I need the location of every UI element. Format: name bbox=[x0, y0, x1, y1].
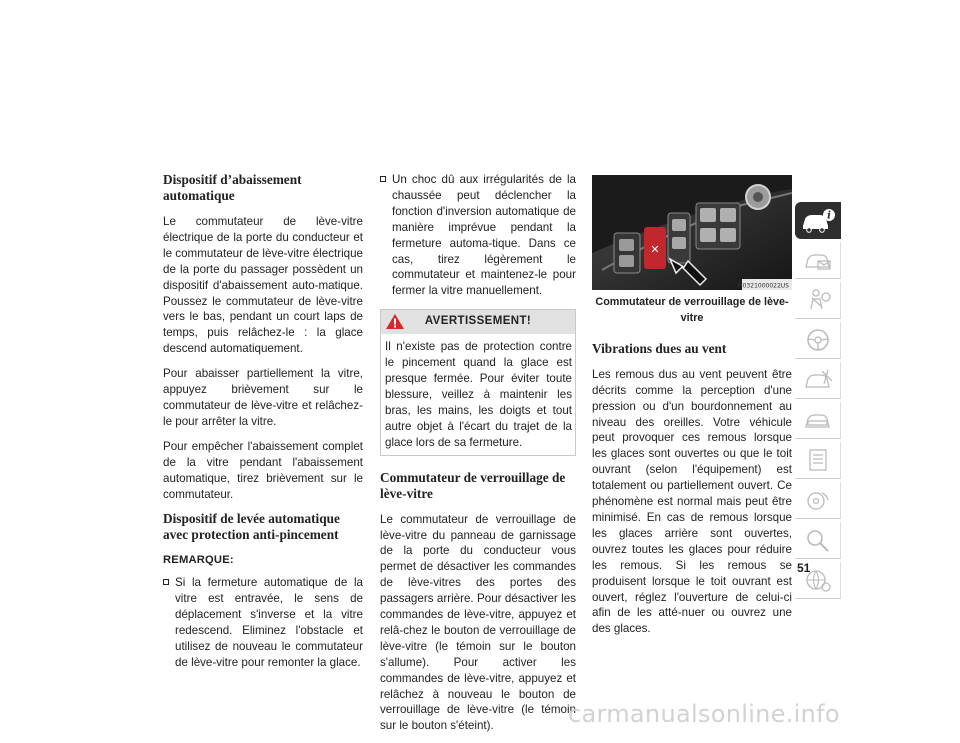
note-label: REMARQUE: bbox=[163, 554, 234, 567]
specifications-list-icon bbox=[803, 447, 833, 473]
bullet-list bbox=[163, 575, 363, 670]
image-code: M0321000022US bbox=[737, 282, 789, 290]
tab-technical-specifications[interactable] bbox=[795, 442, 841, 479]
heading-wind-buffeting: Vibrations dues au vent bbox=[592, 340, 727, 356]
tab-getting-to-know-vehicle[interactable] bbox=[795, 202, 841, 239]
watermark[interactable]: carmanualsonline.info bbox=[568, 700, 840, 728]
steering-wheel-icon bbox=[803, 327, 833, 353]
heading-auto-up: Dispositif de levée automatique avec protection anti-pincement bbox=[163, 511, 340, 543]
multimedia-icon bbox=[803, 487, 833, 513]
svg-text:i: i bbox=[827, 210, 831, 221]
car-crash-icon bbox=[802, 367, 834, 393]
bullet-item-obstacle: Si la fermeture automatique de la vitre est entravée, le sens de déplacement s'inverse et la vitre redescend. Eliminez l'obstacle et utilisez de nouveau le commutateur de lève-vitre pour remonter la glace. bbox=[163, 575, 363, 670]
heading-auto-down: Dispositif d’abaissement automatique bbox=[163, 172, 302, 203]
tab-starting-operating[interactable] bbox=[795, 322, 841, 359]
column-middle bbox=[380, 172, 576, 743]
warning-box bbox=[380, 309, 576, 455]
warning-text: Il n'existe pas de protection contre le pincement quand la glace est presque fermée. Pour éviter toute blessure, veillez à maintenir les bras, les mains, les doigts et tout autre objet à l'écart du trajet de la glace lors de sa fermeture. bbox=[385, 340, 572, 449]
bullet-item-road-shock: Un choc dû aux irrégularités de la chaussée peut déclencher la fonction d'inversion automatique de manière imprévue pendant la fermeture automa-tique. Dans ce cas, tirez légèrement le commutateur et maintenez-le pour fermer la vitre manuellement. bbox=[380, 172, 576, 299]
bullet-list-continued bbox=[380, 172, 576, 299]
tab-servicing[interactable] bbox=[795, 402, 841, 439]
paragraph-wind-buffeting: Les remous dus au vent peuvent être décrits comme la perception d'une pression ou d'un bourdonnement au niveau des oreilles. Votre véhicule peut provoquer ces remous lorsque les glaces sont ouvertes ou que le toit ouvrant (selon l'équipement) est totalement ou partiellement ouvert. Ce phénomène est normal mais peut être minimisé. En cas de remous lorsque les glaces arrière sont ouvertes, ouvrez toutes les glaces pour réduire les remous. Si les remous se produisent lorsque le toit ouvrant est ouvert, réglez l'ouverture de celui-ci afin de les atté-nuer ou ouvrez une des glaces. bbox=[592, 367, 792, 636]
svg-text:✕: ✕ bbox=[650, 243, 660, 256]
tab-emergency[interactable] bbox=[795, 362, 841, 399]
warning-title: AVERTISSEMENT! bbox=[424, 315, 532, 328]
warning-triangle-icon bbox=[385, 313, 405, 330]
heading-window-lock: Commutateur de verrouillage de lève-vitre bbox=[380, 469, 566, 501]
tab-index[interactable] bbox=[795, 522, 841, 559]
column-left bbox=[163, 172, 363, 680]
seatbelt-airbag-icon bbox=[803, 287, 833, 313]
column-right bbox=[592, 175, 792, 646]
car-info-icon bbox=[800, 208, 836, 234]
chapter-tabs bbox=[795, 202, 842, 602]
paragraph-window-lock: Le commutateur de verrouillage de lève-vitre du panneau de garnissage de la porte du conducteur vous permet de désactiver les commandes de lève-vitres des portes des passagers arrière. Pour désactiver les commandes de lève-vitre, appuyez et relâ-chez le bouton de verrouillage de lève-vitre (le témoin sur le bouton s'allume). Pour activer les commandes de lève-vitre, appuyez et relâchez à nouveau le bouton de verrouillage de lève-vitre (le témoin sur le bouton s'éteint). bbox=[380, 512, 576, 733]
page-number: 51 bbox=[797, 561, 811, 575]
photo-caption: Commutateur de verrouillage de lève-vitre bbox=[595, 296, 789, 324]
paragraph-auto-down: Le commutateur de lève-vitre électrique de la porte du conducteur et le commutateur de lève-vitre électrique de la porte du passager possèdent un dispositif d'abaissement auto-matique. Poussez le commutateur de lève-vitre vers le bas, pendant un court laps de temps, puis relâchez-le : la glace descend automatiquement. bbox=[163, 215, 363, 356]
tab-safety[interactable] bbox=[795, 282, 841, 319]
warning-header bbox=[381, 310, 575, 334]
paragraph-partial-down: Pour abaisser partiellement la vitre, appuyez brièvement sur le commutateur de lève-vitre et relâchez-le pour arrêter la vitre. bbox=[163, 367, 363, 428]
paragraph-stop-down: Pour empêcher l'abaissement complet de la vitre pendant l'abaissement automatique, tirez brièvement sur le commutateur. bbox=[163, 439, 363, 501]
window-lock-switch-image bbox=[592, 175, 792, 290]
window-switch-photo bbox=[592, 175, 792, 290]
search-index-icon bbox=[803, 527, 833, 553]
dashboard-lights-icon bbox=[802, 247, 834, 273]
car-service-icon bbox=[802, 407, 834, 433]
tab-instrument-panel[interactable] bbox=[795, 242, 841, 279]
tab-multimedia[interactable] bbox=[795, 482, 841, 519]
